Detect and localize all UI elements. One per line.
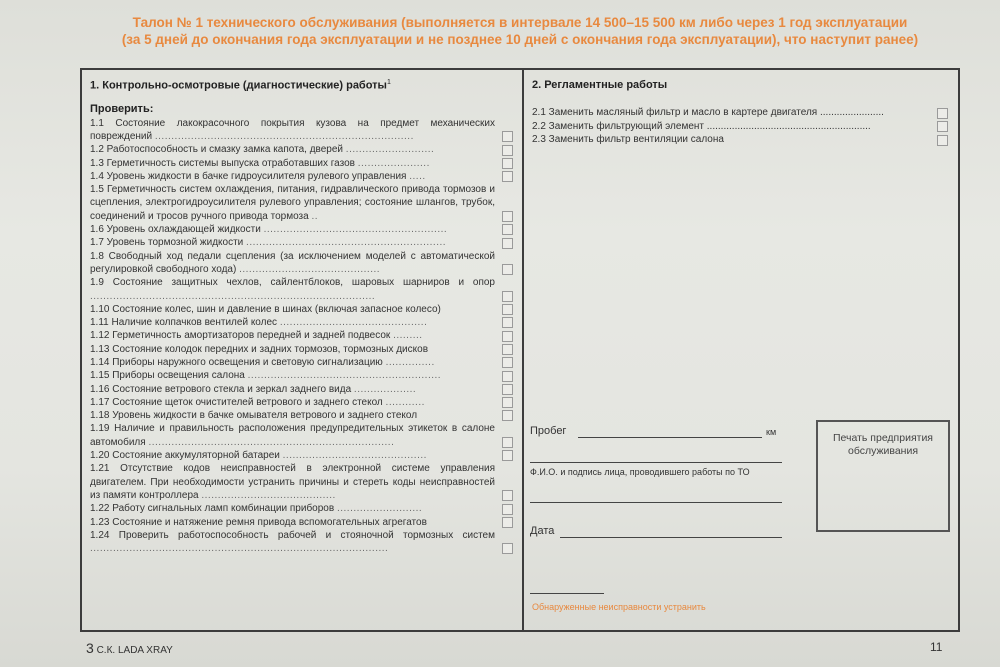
checklist-item-text: 1.22 Работу сигнальных ламп комбинации приборов bbox=[90, 503, 335, 515]
mileage-field[interactable] bbox=[578, 437, 762, 438]
leader-dots: .. bbox=[311, 210, 319, 222]
checklist-item bbox=[532, 120, 950, 134]
checkbox[interactable] bbox=[502, 437, 513, 448]
leader-dots: ............................................. bbox=[279, 317, 428, 329]
checklist-item bbox=[90, 316, 515, 329]
checklist-item bbox=[90, 170, 515, 183]
checklist-item-text: 1.6 Уровень охлаждающей жидкости bbox=[90, 224, 261, 236]
checklist-item bbox=[90, 343, 515, 356]
checklist-item-text: 2.1 Заменить масляный фильтр и масло в картере двигателя bbox=[532, 107, 818, 118]
checkbox[interactable] bbox=[502, 264, 513, 275]
checkbox[interactable] bbox=[502, 238, 513, 249]
checkbox[interactable] bbox=[502, 145, 513, 156]
checkbox[interactable] bbox=[937, 108, 948, 119]
leader-dots: ........................... bbox=[345, 144, 435, 156]
checklist-item bbox=[90, 383, 515, 396]
checklist-item-text: 1.14 Приборы наружного освещения и световую сигнализацию bbox=[90, 357, 383, 368]
checkbox[interactable] bbox=[502, 304, 513, 315]
checkbox[interactable] bbox=[502, 371, 513, 382]
checkbox[interactable] bbox=[502, 158, 513, 169]
checklist-item bbox=[532, 133, 950, 147]
leader-dots: ............................................................. bbox=[246, 237, 447, 249]
checkbox[interactable] bbox=[937, 135, 948, 146]
checklist-item-text: 1.18 Уровень жидкости в бачке омывателя ветрового и заднего стекол bbox=[90, 410, 418, 422]
scheduled-works-title: 2. Регламентные работы bbox=[532, 79, 668, 91]
checklist-item-text: 1.24 Проверить работоспособность рабочей и стояночной тормозных систем bbox=[90, 529, 495, 541]
checklist-item-text: 1.11 Наличие колпачков вентилей колес bbox=[90, 317, 278, 329]
checkbox[interactable] bbox=[502, 224, 513, 235]
checkbox[interactable] bbox=[502, 344, 513, 355]
diagnostic-works-title: 1. Контрольно-осмотровые (диагностические) работы$^1$ bbox=[90, 79, 391, 92]
checkbox[interactable] bbox=[502, 357, 513, 368]
footer-book-title bbox=[86, 640, 173, 656]
fixed-faults-note: Обнаруженные неисправности устранить bbox=[532, 602, 706, 612]
date-field[interactable] bbox=[560, 537, 782, 538]
checkbox[interactable] bbox=[502, 450, 513, 461]
checklist-item-text: 1.5 Герметичность систем охлаждения, питания, гидравлического привода тормозов и сцепления, электрогидроусилителя рулевого управления; состояние шлангов, трубок, соединений и тросов ручного привода тормоза bbox=[90, 184, 495, 222]
checklist-item-text: 1.3 Герметичность системы выпуска отработавших газов bbox=[90, 157, 355, 169]
diagnostic-works-column bbox=[90, 76, 515, 555]
leader-dots: ............... bbox=[385, 357, 435, 368]
checkbox[interactable] bbox=[502, 317, 513, 328]
leader-dots: ........................................................... bbox=[247, 370, 442, 382]
fio-signature-field[interactable] bbox=[530, 462, 782, 463]
checklist-item-text: 1.2 Работоспособность и смазку замка капота, дверей bbox=[90, 144, 344, 156]
diagnostic-items-list bbox=[90, 117, 515, 556]
checklist-item bbox=[90, 396, 515, 409]
footer-book-name: С.К. LADA XRAY bbox=[96, 645, 173, 656]
leader-dots: ......................................... bbox=[201, 489, 336, 501]
checkbox[interactable] bbox=[502, 517, 513, 528]
checklist-item-text: 1.10 Состояние колес, шин и давление в шинах (включая запасное колесо) bbox=[90, 303, 441, 315]
fio-label: Ф.И.О. и подпись лица, проводившего работы по ТО bbox=[530, 467, 750, 477]
checklist-item bbox=[90, 356, 515, 369]
leader-dots: ........................................................ bbox=[263, 224, 448, 236]
checklist-item bbox=[90, 157, 515, 170]
checklist-item bbox=[90, 462, 515, 502]
checklist-item bbox=[90, 422, 515, 449]
header-line-2: (за 5 дней до окончания года эксплуатации и не позднее 10 дней с окончания года эксплуатации), что наступит ранее) bbox=[121, 32, 919, 47]
checklist-item bbox=[90, 250, 515, 277]
checkbox[interactable] bbox=[502, 291, 513, 302]
checklist-item bbox=[90, 329, 515, 342]
checkbox[interactable] bbox=[502, 331, 513, 342]
footer-chapter-number: 3 bbox=[86, 640, 94, 656]
checklist-item bbox=[90, 516, 515, 529]
leader-dots: ....................................................................................... bbox=[90, 290, 376, 302]
footnote-mark: 1 bbox=[386, 79, 391, 86]
leader-dots: ......... bbox=[393, 330, 423, 342]
header-line-1: Талон № 1 технического обслуживания (выполняется в интервале 14 500–15 500 км либо через 1 год эксплуатации bbox=[132, 15, 908, 30]
leader-dots: ....................... bbox=[820, 107, 884, 118]
scheduled-works-column bbox=[532, 78, 950, 147]
check-label: Проверить: bbox=[90, 102, 154, 115]
mileage-unit: км bbox=[766, 427, 777, 437]
checklist-item-text: 1.4 Уровень жидкости в бачке гидроусилителя рулевого управления bbox=[90, 170, 407, 182]
checklist-item-text: 1.13 Состояние колодок передних и задних тормозов, тормозных дисков bbox=[90, 343, 429, 355]
checkbox[interactable] bbox=[502, 397, 513, 408]
checklist-item-text: 1.17 Состояние щеток очистителей ветрового и заднего стекол bbox=[90, 396, 383, 408]
checkbox[interactable] bbox=[502, 384, 513, 395]
scheduled-items-list bbox=[532, 106, 950, 147]
leader-dots: ...................... bbox=[357, 157, 430, 169]
leader-dots: ............ bbox=[385, 396, 425, 408]
checklist-item-text: 2.2 Заменить фильтрующий элемент bbox=[532, 120, 704, 132]
checklist-item-text: 2.3 Заменить фильтр вентиляции салона bbox=[532, 134, 724, 145]
stamp-box: Печать предприятия обслуживания bbox=[816, 420, 950, 532]
checklist-item-text: 1.12 Герметичность амортизаторов передней и задней подвесок bbox=[90, 330, 391, 342]
page-number: 11 bbox=[930, 640, 943, 654]
leader-dots: ........................................... bbox=[239, 263, 381, 275]
checklist-item bbox=[90, 223, 515, 236]
checklist-item bbox=[90, 529, 515, 556]
checklist-item bbox=[90, 143, 515, 156]
leader-dots: .......................... bbox=[336, 503, 423, 515]
checklist-item bbox=[90, 236, 515, 249]
checklist-item bbox=[90, 369, 515, 382]
checkbox[interactable] bbox=[502, 504, 513, 515]
column-divider bbox=[522, 68, 524, 630]
checklist-item bbox=[90, 276, 515, 303]
checklist-item bbox=[90, 183, 515, 223]
date-label: Дата bbox=[530, 525, 555, 537]
checkbox[interactable] bbox=[502, 490, 513, 501]
checklist-item-text: 1.7 Уровень тормозной жидкости bbox=[90, 237, 244, 249]
leader-dots: ........................................................................................... bbox=[90, 543, 389, 555]
leader-dots: ........................................................... bbox=[706, 120, 871, 132]
checkbox[interactable] bbox=[502, 543, 513, 554]
leader-dots: ..... bbox=[409, 170, 426, 182]
checklist-item bbox=[90, 409, 515, 422]
checkbox[interactable] bbox=[502, 131, 513, 142]
checklist-item-text: 1.9 Состояние защитных чехлов, сайлентблоков, шаровых шарниров и опор bbox=[90, 277, 495, 289]
checklist-item bbox=[532, 106, 950, 120]
checklist-item-text: 1.8 Свободный ход педали сцепления (за исключением моделей с автоматической регулировкой свободного хода) bbox=[90, 250, 495, 275]
checklist-item bbox=[90, 449, 515, 462]
checklist-item-text: 1.16 Состояние ветрового стекла и зеркал заднего вида bbox=[90, 383, 352, 395]
checklist-item-text: 1.19 Наличие и правильность расположения предупредительных этикеток в салоне автомобиля bbox=[90, 423, 495, 448]
fixed-faults-checkline[interactable] bbox=[530, 593, 604, 594]
checklist-item-text: 1.1 Состояние лакокрасочного покрытия кузова на предмет механических повреждений bbox=[90, 117, 495, 142]
leader-dots: ................... bbox=[353, 383, 417, 395]
checklist-item bbox=[90, 502, 515, 515]
checklist-item bbox=[90, 117, 515, 144]
checklist-item-text: 1.23 Состояние и натяжение ремня привода вспомогательных агрегатов bbox=[90, 516, 427, 528]
checklist-item bbox=[90, 303, 515, 316]
extra-line-field[interactable] bbox=[530, 502, 782, 503]
leader-dots: ........................................................................... bbox=[148, 436, 395, 448]
leader-dots: ............................................................................... bbox=[154, 130, 414, 142]
checklist-item-text: 1.20 Состояние аккумуляторной батареи bbox=[90, 450, 280, 462]
checkbox[interactable] bbox=[502, 171, 513, 182]
mileage-label: Пробег bbox=[530, 425, 567, 437]
checkbox[interactable] bbox=[502, 211, 513, 222]
maintenance-coupon-header bbox=[60, 14, 980, 48]
leader-dots: ............................................ bbox=[282, 450, 427, 462]
checklist-item-text: 1.21 Отсутствие кодов неисправностей в электронной системе управления двигателем. При необходимости устранить причины и стереть коды неисправностей из памяти контроллера bbox=[90, 463, 495, 501]
checkbox[interactable] bbox=[937, 121, 948, 132]
checklist-item-text: 1.15 Приборы освещения салона bbox=[90, 370, 245, 382]
checkbox[interactable] bbox=[502, 410, 513, 421]
